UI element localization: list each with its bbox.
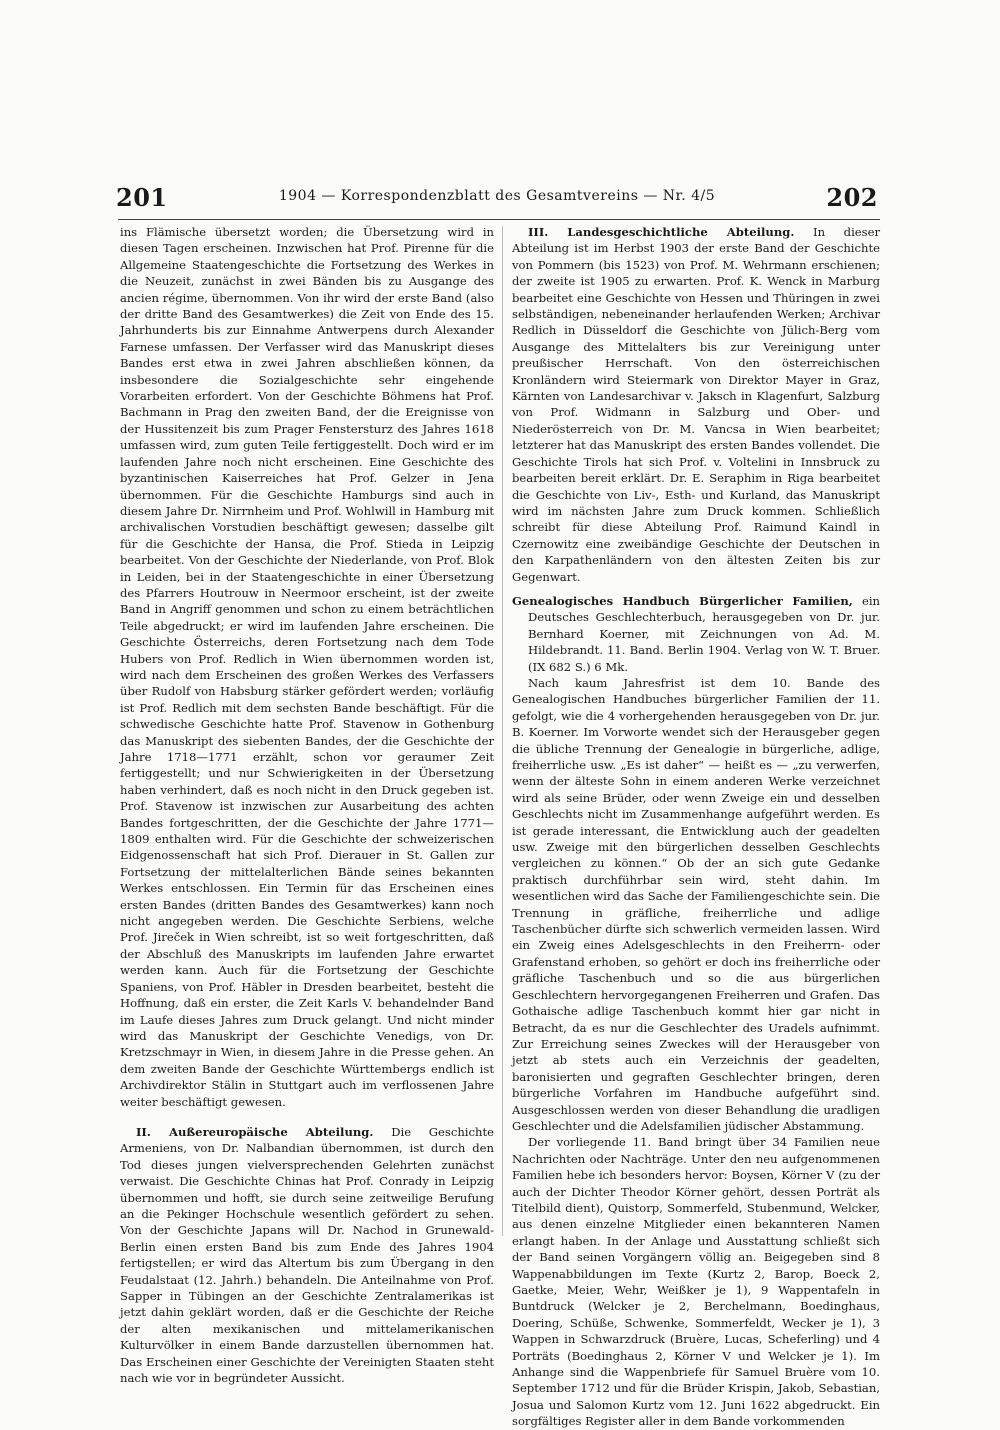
page-number-right: 202	[826, 183, 878, 212]
paragraph: ins Flämische übersetzt worden; die Übersetzung wird in diesen Tagen erscheinen. Inzwischen hat Prof. Pirenne für die Allgemeine Staatengeschichte die Fortsetzung des Werkes in die Neuzeit, zunächst in zwei Bänden bis zu Ausgange des ancien régime, übernommen. Von ihr wird der erste Band (also der dritte Band des Gesamtwerkes) die Zeit von Ende des 15. Jahrhunderts bis zur Einnahme Antwerpens durch Alexander Farnese umfassen. Der Verfasser wird das Manuskript dieses Bandes erst etwa in zwei Jahren abschließen können, da insbesondere die Sozialgeschichte sehr eingehende Vorarbeiten erfordert. Von der Geschichte Böhmens hat Prof. Bachmann in Prag den zweiten Band, der die Ereignisse von der Hussitenzeit bis zum Prager Fenstersturz des Jahres 1618 umfassen wird, zum guten Teile fertiggestellt. Doch wird er im laufenden Jahre noch nicht erscheinen. Eine Geschichte des byzantinischen Kaiserreiches hat Prof. Gelzer in Jena übernommen. Für die Geschichte Hamburgs sind auch in diesem Jahre Dr. Nirrnheim und Prof. Wohlwill in Hamburg mit archivalischen Vorstudien beschäftigt gewesen; dasselbe gilt für die Geschichte der Hansa, die Prof. Stieda in Leipzig bearbeitet. Von der Geschichte der Niederlande, von Prof. Blok in Leiden, bei in der Staatengeschichte in einer Übersetzung des Pfarrers Houtrouw in Neermoor erscheint, ist der zweite Band in Angriff genommen und schon zu einem beträchtlichen Teile abgedruckt; er wird im laufenden Jahre erscheinen. Die Geschichte Österreichs, deren Fortsetzung nach dem Tode Hubers von Prof. Redlich in Wien übernommen worden ist, wird nach dem Erscheinen des großen Werkes des Verfassers über Rudolf von Habsburg stärker gefördert werden; vorläufig ist Prof. Redlich mit dem sechsten Bande beschäftigt. Für die schwedische Geschichte hatte Prof. Stavenow in Gothenburg das Manuskript des siebenten Bandes, der die Geschichte der Jahre 1718—1771 erzählt, schon vor geraumer Zeit fertiggestellt; und nur Schwierigkeiten in der Übersetzung haben verhindert, daß es noch nicht in den Druck gegeben ist. Prof. Stavenow ist inzwischen zur Ausarbeitung des achten Bandes fortgeschritten, der die Geschichte der Jahre 1771—1809 enthalten wird. Für die Geschichte der schweizerischen Eidgenossenschaft hat sich Prof. Dierauer in St. Gallen zur Fortsetzung der mittelalterlichen Bände seines bekannten Werkes entschlossen. Ein Termin für das Erscheinen eines ersten Bandes (dritten Bandes des Gesamtwerkes) kann noch nicht angegeben werden. Die Geschichte Serbiens, welche Prof. Jireček in Wien schreibt, ist so weit fortgeschritten, daß der Abschluß des Manuskripts im laufenden Jahre erwartet werden kann. Auch für die Fortsetzung der Geschichte Spaniens, von Prof. Häbler in Dresden bearbeitet, besteht die Hoffnung, daß ein erster, die Zeit Karls V. behandelnder Band im Laufe dieses Jahres zum Druck gelangt. Und nicht minder wird das Manuskript der Geschichte Venedigs, von Dr. Kretzschmayr in Wien, in diesem Jahre in die Presse gehen. An dem zweiten Bande der Geschichte Württembergs endlich ist Archivdirektor Stälin in Stuttgart auch im verflossenen Jahre weiter beschäftigt gewesen.	[120, 225, 494, 1109]
section-paragraph	[512, 224, 880, 585]
paragraph-text: In dieser Abteilung ist im Herbst 1903 der erste Band der Geschichte von Pommern (bis 1523) von Prof. M. Wehrmann erschienen; der zweite ist 1905 zu erwarten. Prof. K. Wenck in Marburg bearbeitet eine Geschichte von Hessen und Thüringen in zwei selbständigen, nebeneinander herlaufenden Werken; Archivar Redlich in Düsseldorf die Geschichte von Jülich-Berg vom Ausgange des Mittelalters bis zur Vereinigung unter preußischer Herrschaft. Von den österreichischen Kronländern wird Steiermark von Direktor Mayer in Graz, Kärnten von Landesarchivar v. Jaksch in Klagenfurt, Salzburg von Prof. Widmann in Salzburg und Ober- und Niederösterreich von Dr. M. Vancsa in Wien bearbeitet; letzterer hat das Manuskript des ersten Bandes vollendet. Die Geschichte Tirols hat sich Prof. v. Voltelini in Innsbruck zu bearbeiten bereit erklärt. Dr. E. Seraphim in Riga bearbeitet die Geschichte von Liv-, Esth- und Kurland, das Manuskript wird im nächsten Jahre zum Druck kommen. Schließlich schreibt für diese Abteilung Prof. Raimund Kaindl in Czernowitz eine zweibändige Geschichte der Deutschen in den Karpathenländern von den ältesten Zeiten bis zur Gegenwart.	[512, 225, 880, 584]
page-header	[114, 183, 880, 217]
running-head: 1904 — Korrespondenzblatt des Gesamtvereins — Nr. 4/5	[278, 188, 716, 204]
section-spacer	[120, 1110, 494, 1124]
header-rule	[118, 219, 880, 220]
section-spacer	[512, 585, 880, 593]
paragraph: Der vorliegende 11. Band bringt über 34 Familien neue Nachrichten oder Nachträge. Unter den neu aufgenommenen Familien hebe ich besonders hervor: Boysen, Körner V (zu der auch der Dichter Theodor Körner gehört, dessen Porträt als Titelbild dient), Quistorp, Sommerfeld, Stubenmund, Welcker, aus denen einzelne Mitglieder einen bekannteren Namen erlangt haben. In der Anlage und Ausstattung schließt sich der Band seinen Vorgängern völlig an. Beigegeben sind 8 Wappenabbildungen im Texte (Kurtz 2, Barop, Boeck 2, Gaetke, Meier, Wehr, Weißker je 1), 9 Wappentafeln in Buntdruck (Welcker je 2, Berchelmann, Boedinghaus, Doering, Schüße, Schwenke, Sommerfeldt, Wecker je 1), 3 Wappen in Schwarzdruck (Bruère, Lucas, Scheferling) und 4 Porträts (Boedinghaus 2, Körner V und Welcker je 1). Im Anhange sind die Wappenbriefe für Samuel Bruère vom 10. September 1712 und für die Brüder Krispin, Jakob, Sebastian, Josua und Salomon Kurtz vom 12. Juni 1622 abgedruckt. Ein sorgfältiges Register aller in dem Bande vorkommenden	[512, 1135, 880, 1429]
paragraph-text: Die Geschichte Armeniens, von Dr. Nalbandian übernommen, ist durch den Tod dieses jungen vielversprechenden Gelehrten zunächst verwaist. Die Geschichte Chinas hat Prof. Conrady in Leipzig übernommen und hofft, sie durch seine zeitweilige Berufung an die Pekinger Hochschule wesentlich gefördert zu sehen. Von der Geschichte Japans will Dr. Nachod in Grunewald-Berlin einen ersten Band bis zum Ende des Jahres 1904 fertigstellen; er wird das Altertum bis zum Übergang in den Feudalstaat (12. Jahrh.) behandeln. Die Anteilnahme von Prof. Sapper in Tübingen an der Geschichte Zentralamerikas ist jetzt dahin geklärt worden, daß er die Geschichte der Reiche der alten mexikanischen und mittelamerikanischen Kulturvölker in einem Bande darzustellen übernommen hat. Das Erscheinen einer Geschichte der Vereinigten Staaten steht nach wie vor in begründeter Aussicht.	[120, 1124, 494, 1386]
right-column	[512, 224, 880, 1430]
paragraph: Nach kaum Jahresfrist ist dem 10. Bande des Genealogischen Handbuches bürgerlicher Familien der 11. gefolgt, wie die 4 vorhergehenden herausgegeben von Dr. jur. B. Koerner. Im Vorworte wendet sich der Herausgeber gegen die übliche Trennung der Genealogie in bürgerliche, adlige, freiherrliche usw. „Es ist daher“ — heißt es — „zu verwerfen, wenn der älteste Sohn in einem anderen Werke verzeichnet wird als seine Brüder, oder wenn Zweige ein und desselben Geschlechts nicht im Zusammenhange aufgeführt werden. Es ist gerade interessant, die Entwicklung auch der geadelten usw. Zweige mit den bürgerlichen desselben Geschlechts vergleichen zu können.“ Ob der an sich gute Gedanke praktisch durchführbar sein wird, steht dahin. Im wesentlichen wird das Sache der Familiengeschichte sein. Die Trennung in gräfliche, freiherrliche und adlige Taschenbücher dürfte sich schwerlich vermeiden lassen. Wird ein Zweig eines Adelsgeschlechts in den Freiherrn- oder Grafenstand erhoben, so gehört er doch ins freiherrliche oder gräfliche Taschenbuch und so die aus bürgerlichen Geschlechtern hervorgegangenen Freiherren und Grafen. Das Gothaische adlige Taschenbuch kommt hier gar nicht in Betracht, da es nur die Geschlechter des Uradels aufnimmt. Zur Erreichung seines Zweckes will der Herausgeber von jetzt ab stets auch ein Verzeichnis der geadelten, baronisierten und gegraften Geschlechter bringen, deren bürgerliche Vorfahren im Handbuche aufgeführt sind. Ausgeschlossen werden von dieser Behandlung die uradligen Geschlechter und die Adelsfamilien jüdischer Abstammung.	[512, 675, 880, 1133]
left-column	[120, 224, 494, 1386]
book-details: ein Deutsches Geschlechterbuch, herausgegeben von Dr. jur. Bernhard Koerner, mit Zeichnungen von Ad. M. Hildebrandt. 11. Band. Berlin 1904. Verlag von W. T. Bruer. (IX 682 S.) 6 Mk.	[528, 593, 880, 674]
book-title: Genealogisches Handbuch Bürgerlicher Familien,	[512, 593, 853, 608]
bibliographic-entry	[512, 593, 880, 675]
section-title: II. Außereuropäische Abteilung.	[136, 1124, 374, 1139]
column-divider	[502, 226, 503, 1236]
page-number-left: 201	[116, 183, 168, 212]
section-paragraph	[120, 1124, 494, 1387]
section-title: III. Landesgeschichtliche Abteilung.	[528, 225, 795, 239]
